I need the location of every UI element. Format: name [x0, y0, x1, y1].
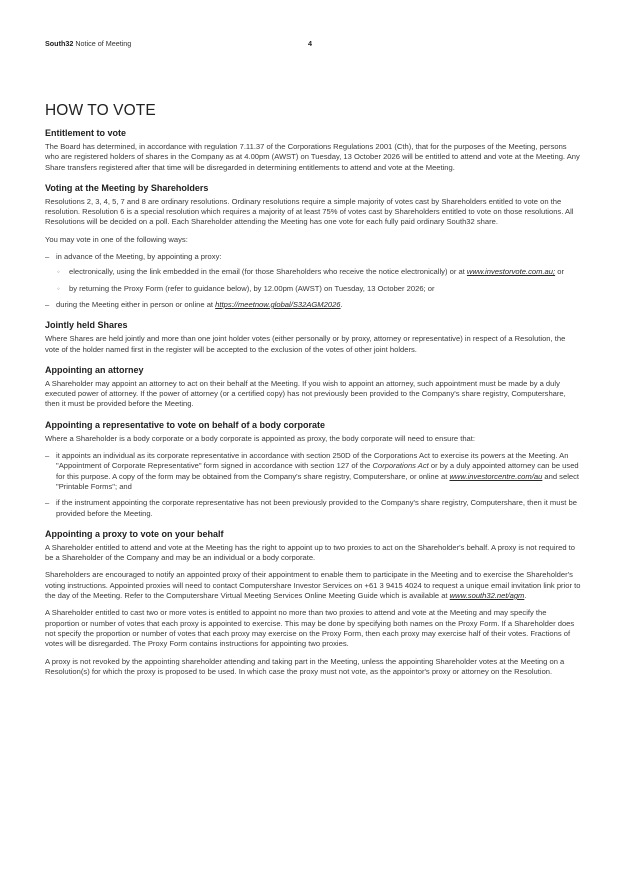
- voting-method-advance: in advance of the Meeting, by appointing a proxy:: [56, 252, 222, 262]
- heading-proxy: Appointing a proxy to vote on your behalf: [45, 528, 224, 539]
- representative-paragraph: Where a Shareholder is a body corporate or a body corporate is appointed as proxy, the body corporate will need to ensure that:: [45, 433, 476, 443]
- proxy-paragraph-1: A Shareholder entitled to attend and vote at the Meeting has the right to appoint up to two proxies to act on the Shareholder's behalf. A proxy is not required to be a Shareholder of the Company and may be an individual or a body corporate.: [45, 542, 575, 563]
- heading-representative: Appointing a representative to vote on behalf of a body corporate: [45, 419, 326, 430]
- main-content: [45, 102, 581, 684]
- investorvote-link[interactable]: www.investorvote.com.au;: [466, 267, 556, 277]
- entitlement-paragraph: The Board has determined, in accordance with regulation 7.11.37 of the Corporations Regulations 2001 (Cth), that for the purposes of the Meeting, persons who are registered holders of shares in the Company as at 4.00pm (AWST) on Tuesday, 13 October 2026 will be entitled to attend and vote at the Meeting. Any Share transfers registered after that time will be disregarded in determining entitlements to attend and vote at the Meeting.: [45, 142, 580, 172]
- proxy-form-text: by returning the Proxy Form (refer to guidance below), by 12.00pm (AWST) on Tuesday, 13 October 2026; or: [69, 283, 435, 293]
- voting-methods-list: [45, 252, 581, 310]
- south32-agm-link[interactable]: www.south32.net/agm: [449, 591, 525, 601]
- list-item: [45, 267, 581, 277]
- heading-joint-shares: Jointly held Shares: [45, 320, 128, 331]
- representative-list: [45, 451, 581, 519]
- page-title: HOW TO VOTE: [45, 102, 156, 119]
- representative-item-2: if the instrument appointing the corporate representative has not been previously provided to the Company's share registry, Computershare, then it must be provided before the Meeting.: [56, 498, 577, 518]
- proxy-electronic-text: electronically, using the link embedded in the email (for those Shareholders who receive the notice electronically) or at: [69, 267, 467, 277]
- joint-shares-paragraph: Where Shares are held jointly and more than one joint holder votes (either personally or by proxy, attorney or representative) in respect of a Resolution, the vote of the holder named first in the register will be accepted to the exclusion of the votes of other joint holders.: [45, 334, 566, 354]
- proxy-paragraph-4: A proxy is not revoked by the appointing shareholder attending and taking part in the Meeting, unless the appointing Shareholder votes at the Meeting on a Resolution(s) for which the proxy is proposed to be used. In which case the proxy must not vote, as the appointor's proxy or attorney on the Resolution.: [45, 656, 565, 676]
- proxy-paragraph-2: [45, 570, 581, 601]
- representative-item-1-post: and select "Printable Forms"; and: [56, 471, 580, 491]
- proxy-paragraph-2-text: Shareholders are encouraged to notify an appointed proxy of their appointment to enable them to participate in the Meeting and to exercise the Shareholder's voting instructions. Appointed proxies will need to contact Computershare Investor Services on +61 3 9415 4024 to request a unique email invitation link prior to the day of the Meeting. Refer to the Computershare Virtual Meeting Services Online Meeting Guide which is available at: [45, 570, 581, 601]
- corporations-act-italic: Corporations Act: [372, 461, 429, 471]
- list-item: [45, 451, 581, 492]
- heading-attorney: Appointing an attorney: [45, 364, 144, 375]
- list-item: [45, 300, 581, 310]
- list-item: [45, 252, 581, 294]
- list-item: [45, 498, 581, 519]
- page-number: 4: [308, 39, 312, 48]
- voting-paragraph-2: You may vote in one of the following ways:: [45, 234, 188, 244]
- voting-method-during: during the Meeting either in person or online at: [56, 299, 216, 309]
- heading-voting: Voting at the Meeting by Shareholders: [45, 182, 209, 193]
- proxy-methods-list: [45, 267, 581, 294]
- meetnow-link[interactable]: https://meetnow.global/S32AGM2026: [215, 299, 341, 309]
- header-brand: South32: [45, 39, 74, 48]
- representative-item-1-mid: or by a duly appointed attorney can be used for this purpose. A copy of the form may be obtained from the Company's share registry, Computershare, or online at: [56, 461, 579, 481]
- voting-paragraph-1: Resolutions 2, 3, 4, 5, 7 and 8 are ordinary resolutions. Ordinary resolutions require a simple majority of votes cast by Shareholders entitled to vote on the resolution. Resolution 6 is a special resolution which requires a majority of at least 75% of votes cast by Shareholders entitled to vote on those resolutions. All Resolutions will be decided on a poll. Each Shareholder attending the Meeting has one vote for each fully paid ordinary South32 share.: [45, 196, 574, 227]
- investorcentre-link[interactable]: www.investorcentre.com/au: [449, 471, 543, 481]
- proxy-paragraph-2-post: .: [524, 591, 527, 601]
- attorney-paragraph: A Shareholder may appoint an attorney to act on their behalf at the Meeting. If you wish to appoint an attorney, such appointment must be made by a duly executed power of attorney. If the power of attorney (or a certified copy) has not previously been provided to the Company's share registry, Computershare, then it must be provided before the Meeting.: [45, 378, 566, 409]
- representative-item-1-pre: it appoints an individual as its corporate representative in accordance with section 250D of the Corporations Act to exercise its powers at the Meeting. An "Appointment of Corporate Representative" form signed in accordance with section 127 of the: [56, 451, 569, 471]
- heading-entitlement: Entitlement to vote: [45, 128, 127, 138]
- running-header: [45, 39, 131, 48]
- proxy-electronic-post: or: [555, 267, 564, 277]
- header-title: Notice of Meeting: [73, 39, 132, 48]
- proxy-paragraph-3: A Shareholder entitled to cast two or more votes is entitled to appoint no more than two proxies to attend and vote at the Meeting and may specify the proportion or number of votes that each proxy is appointed to exercise. This may be done by specifying both names on the Proxy Form. If a Shareholder does not specify the proportion or number of votes that each proxy may exercise on the Proxy Form, then each proxy may exercise half of their votes. Fractions of votes will be disregarded. The Proxy Form contains instructions for appointing two proxies.: [45, 608, 575, 649]
- list-item: [45, 284, 581, 294]
- voting-method-during-post: .: [340, 299, 343, 309]
